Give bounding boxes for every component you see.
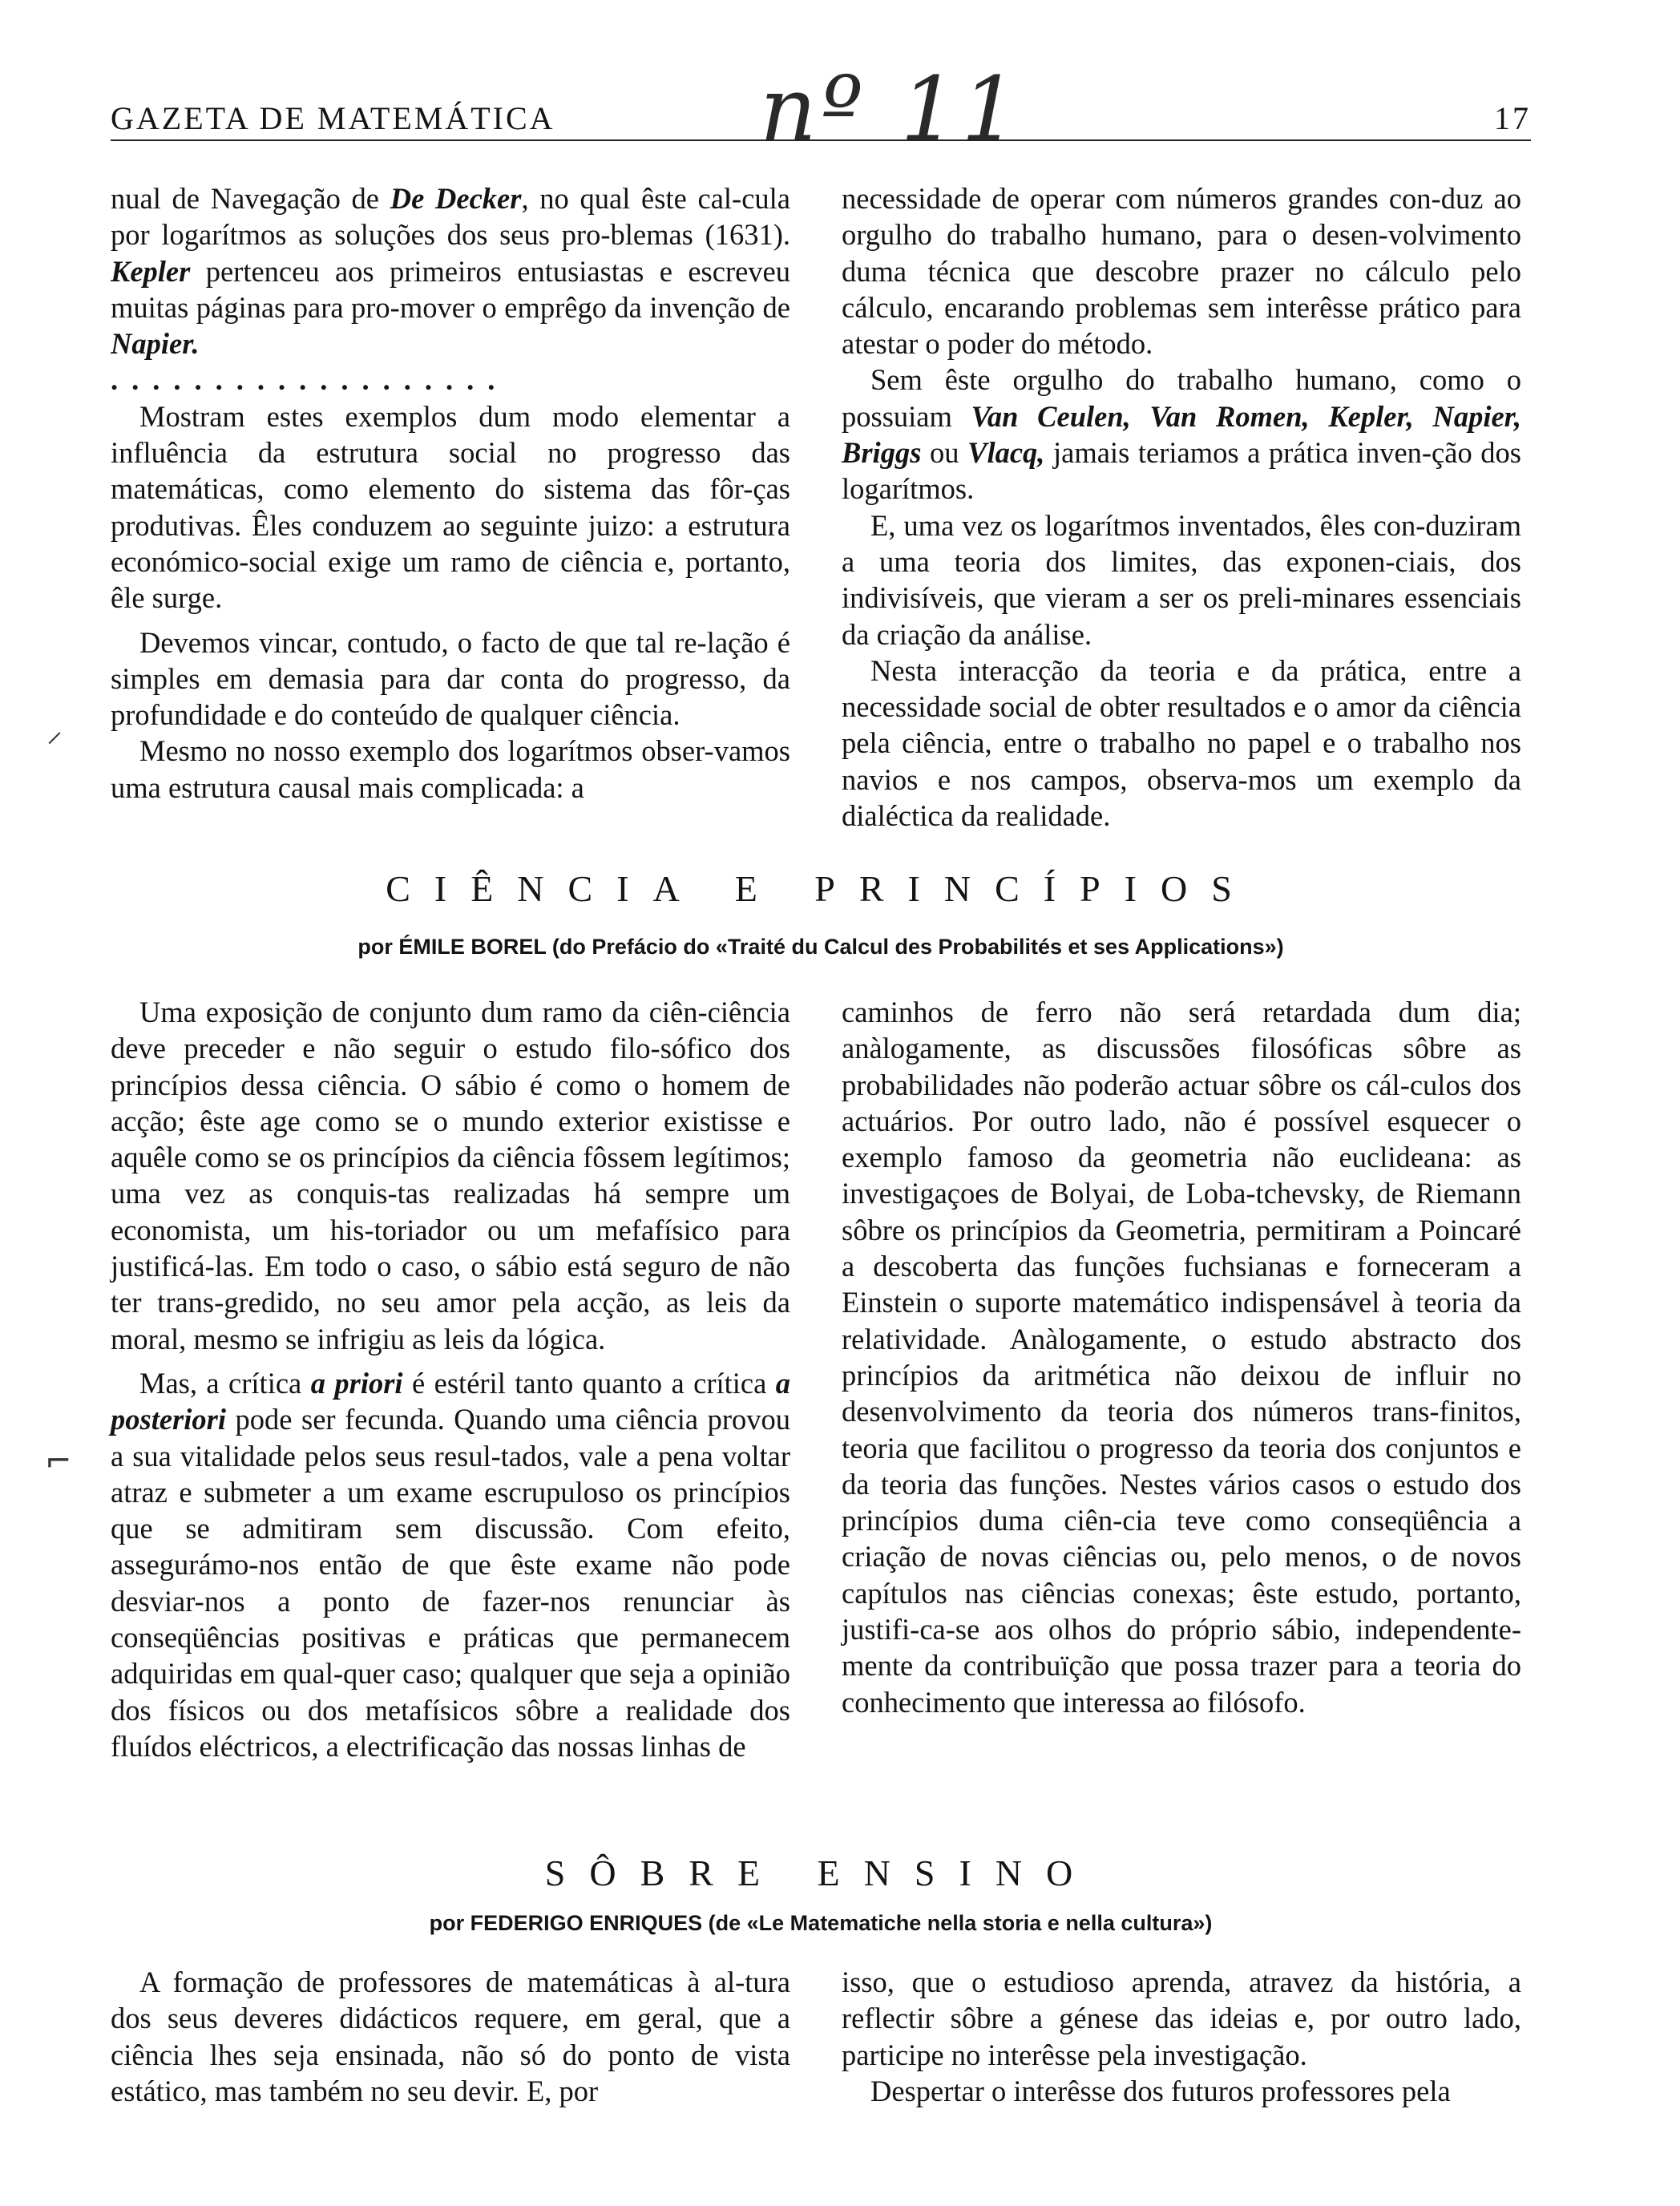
article2-paragraph: Mas, a crítica a priori é estéril tanto quanto a crítica a posteriori pode ser fecunda. Quando uma ciência provou a sua vitalidade pelos seus resul-tados, vale a pena voltar atraz e submeter a um exame escrupuloso os princípios que se admitiram sem discussão. Com efeito, assegurámo-nos então de que êste exame não pode desviar-nos a ponto de fazer-nos renunciar às conseqüências positivas e práticas que permanecem adquiridas em qual-quer caso; qualquer que seja a opinião dos físicos ou dos metafísicos sôbre a realidade dos fluídos eléctricos, a electrificação das nossas linhas de (111, 1366, 790, 1763)
article2-paragraph: Uma exposição de conjunto dum ramo da ciên-ciência deve preceder e não seguir o estudo filo-sófico dos princípios dessa ciência. O sábio é como o homem de acção; êste age como se o mundo exterior existisse e aquêle como se os princípios da ciência fôssem legítimos; uma vez as conquis-tas realizadas há sempre um economista, um his-toriador ou um mefafísico para justificá-las. Em todo o caso, o sábio está seguro de não ter trans-gredido, no seu amor pela acção, as leis da moral, mesmo se infrigiu as leis da lógica. (111, 996, 790, 1356)
article1-paragraph: Mesmo no nosso exemplo dos logarítmos obser-vamos uma estrutura causal mais complicada: a (111, 734, 790, 804)
article3-paragraph: Despertar o interêsse dos futuros professores pela (870, 2074, 1451, 2107)
article2-title: CIÊNCIA E PRINCÍPIOS (386, 868, 1256, 909)
article3-byline: por FEDERIGO ENRIQUES (de «Le Matematiche nella storia e nella cultura») (429, 1911, 1213, 1935)
article1-paragraph: Sem êste orgulho do trabalho humano, como o possuiam Van Ceulen, Van Romen, Kepler, Napier, Briggs ou Vlacq, jamais teriamos a prática inven-ção dos logarítmos. (842, 363, 1521, 506)
article1-column-left (111, 180, 790, 806)
ellipsis-dots: ................... (111, 363, 509, 397)
article3-paragraph: A formação de professores de matemáticas à al-tura dos seus deveres didácticos requere, em geral, que a ciência lhes seja ensinada, não só do ponto de vista estático, mas também no seu devir. E, por (111, 1966, 790, 2107)
article2-column-right (842, 994, 1521, 1720)
article2-column-left (111, 994, 790, 1764)
article1-paragraph: Mostram estes exemplos dum modo elementar a influência da estrutura social no progresso das matemáticas, como elemento do sistema das fôr-ças produtivas. Êles conduzem ao seguinte juizo: a estrutura económico-social exige um ramo de ciência e, portanto, êle surge. (111, 399, 790, 615)
article1-column-right (842, 180, 1521, 834)
article2-byline: por ÉMILE BOREL (do Prefácio do «Traité du Calcul des Probabilités et ses Applications») (357, 935, 1284, 959)
article3-title: SÔBRE ENSINO (544, 1852, 1097, 1893)
header-rule (111, 139, 1531, 141)
handwritten-issue-number: nº 11 (760, 58, 1023, 160)
margin-mark: ⸝ (46, 713, 63, 749)
article1-paragraph: necessidade de operar com números grandes con-duz ao orgulho do trabalho humano, para o desen-volvimento duma técnica que descobre prazer no cálculo pelo cálculo, encarando problemas sem interêsse prático para atestar o poder do método. (842, 182, 1521, 361)
article1-paragraph: Nesta interacção da teoria e da prática, entre a necessidade social de obter resultados e o amor da ciência pela ciência, entre o trabalho no papel e o trabalho nos navios e nos campos, observa-mos um exemplo da dialéctica da realidade. (842, 653, 1521, 833)
article1-paragraph: nual de Navegação de De Decker, no qual êste cal-cula por logarítmos as soluções dos seus pro-blemas (1631). Kepler pertenceu aos primeiros entusiastas e escreveu muitas páginas para pro-mover o emprêgo da invenção de Napier. (111, 182, 791, 361)
margin-mark: ⌐ (45, 1443, 72, 1480)
article1-paragraph: E, uma vez os logarítmos inventados, êles con-duziram a uma teoria dos limites, das exponen-ciais, dos indivisíveis, que vieram a ser os preli-minares essenciais da criação da análise. (842, 508, 1521, 651)
article3-column-left (111, 1964, 790, 2109)
running-title: GAZETA DE MATEMÁTICA (111, 100, 555, 136)
article1-paragraph: Devemos vincar, contudo, o facto de que tal re-lação é simples em demasia para dar conta do progresso, da profundidade e do conteúdo de qualquer ciência. (111, 625, 790, 732)
article3-column-right (842, 1964, 1521, 2109)
article2-paragraph: caminhos de ferro não será retardada dum dia; anàlogamente, as discussões filosóficas sôbre as probabilidades não poderão actuar sôbre os cál-culos dos actuários. Por outro lado, não é possível esquecer o exemplo famoso da geometria não euclideana: as investigaçoes de Bolyai, de Loba-tchevsky, de Riemann sôbre os princípios da Geometria, permitiram a Poincaré a descoberta das funções fuchsianas e forneceram a Einstein o suporte matemático indispensável à teoria da relatividade. Anàlogamente, o estudo abstracto dos princípios da aritmética não deixou de influir no desenvolvimento da teoria dos números trans-finitos, teoria que facilitou o progresso da teoria dos conjuntos e da teoria das funções. Nestes vários casos o estudo dos princípios duma ciên-cia teve como conseqüência a criação de novas ciências ou, pelo menos, o de novos capítulos nas ciências conexas; êste estudo, portanto, justifi-ca-se aos olhos do próprio sábio, independente-mente da contribuïção que possa trazer para a teoria do conhecimento que interessa ao filósofo. (842, 996, 1521, 1719)
page-number: 17 (1494, 100, 1531, 136)
article3-paragraph: isso, que o estudioso aprenda, atravez da história, a reflectir sôbre a génese das ideias e, por outro lado, participe no interêsse pela investigação. (842, 1966, 1521, 2071)
